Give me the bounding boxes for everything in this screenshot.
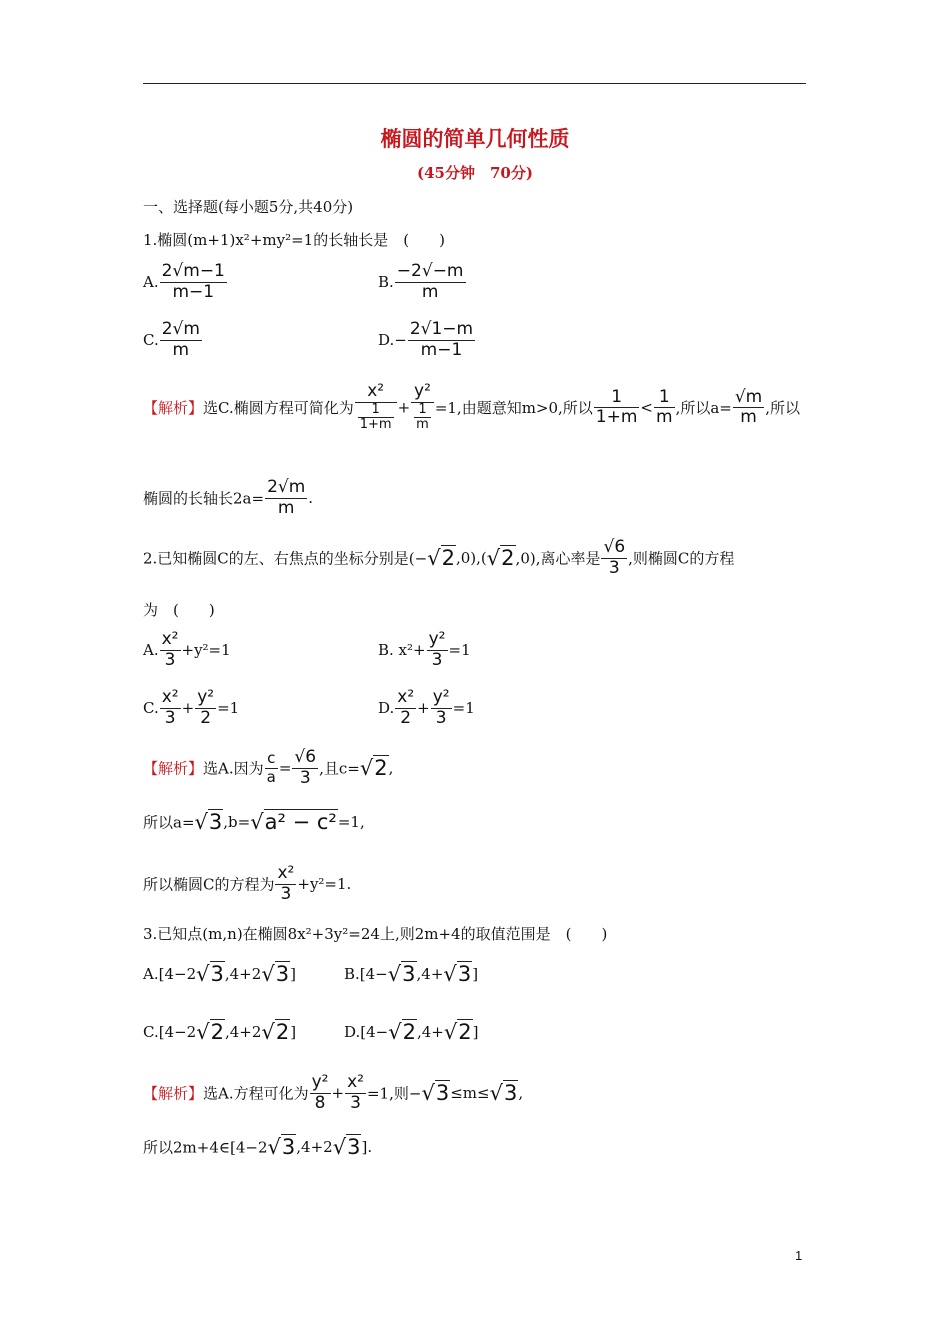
q2-solution-line2: 所以a=√3,b=√a² − c²=1, [143,810,365,834]
header-rule [143,83,806,84]
analysis-tag: 【解析】 [143,399,204,418]
q1-option-d[interactable]: D.− $\frac{2√1-m}{m-1}$ [378,319,474,360]
analysis-tag: 【解析】 [143,759,204,778]
q3-option-d[interactable]: D.[4−√2,4+√2] [344,1020,479,1044]
q3-option-b[interactable]: B.[4−√3,4+√3] [344,962,479,986]
page-title: 椭圆的简单几何性质 [380,126,570,151]
q1-sol-frac-6: $\frac{2√m}{m}$ [267,477,306,518]
q1-option-b[interactable]: B. $\frac{-2√-m}{m}$ [378,261,464,302]
q3-solution-line2: 所以2m+4∈[4−2√3,4+2√3]. [143,1135,373,1159]
section-heading: 一、选择题(每小题5分,共40分) [143,198,354,216]
q2-eccentricity-fraction: $\frac{√6}{3}$ [603,537,626,578]
q1-option-a[interactable]: A. $\frac{2√m-1}{m-1}$ [143,261,225,302]
q1-sol-frac-x: $\frac{\text{x²}}{\frac{1}{1+m}}$ [355,382,397,433]
analysis-tag: 【解析】 [143,1084,204,1103]
q1-stem: 1.椭圆(m+1)x²+my²=1的长轴长是 ( ) [143,231,445,249]
page-subtitle: (45分钟 70分) [417,164,533,182]
sqrt-2: √2 [427,546,455,571]
q2-option-b[interactable]: B. x²+ $\frac{\text{y²}}{3}$ =1 [378,629,471,670]
sqrt-3: √3 [194,810,223,834]
q2-solution-line3: 所以椭圆C的方程为 $\frac{\text{x²}}{3}$ +y²=1. [143,863,352,904]
q1-sol-frac-3: $\frac{1}{1+m}$ [595,386,638,428]
q2-option-c[interactable]: C. $\frac{\text{x²}}{3}$ + $\frac{\text{y²}}{2}$ =1 [143,687,240,728]
q3-solution-line1: 【解析】选A.方程可化为 $\frac{\text{y²}}{8}$ + $\frac{\text{x²}}{3}$ =1,则−√3≤m≤√3, [143,1072,524,1113]
q1-b-fraction: $\frac{-2√-m}{m}$ [396,261,464,302]
q1-solution-line1: 【解析】选C.椭圆方程可简化为 $\frac{\text{x²}}{\frac{1}{1+m}}$ + $\frac{\text{y²}}{\frac{1}{m}}$ =1,由题意知m>0,所以 $\frac{1}{1+m}$ < $\frac{1}{m}$ ,所以a= $\frac{√m}{m}$ ,所以 [143,381,801,433]
q1-a-fraction: $\frac{2√m-1}{m-1}$ [161,261,225,302]
q3-option-c[interactable]: C.[4−2√2,4+2√2] [143,1020,297,1044]
sqrt-2: √2 [486,546,515,571]
q3-stem: 3.已知点(m,n)在椭圆8x²+3y²=24上,则2m+4的取值范围是 ( ) [143,925,608,943]
q2-solution-line1: 【解析】选A.因为 $\frac{c}{a}$ = $\frac{√6}{3}$ ,且c=√2, [143,747,394,788]
sqrt-a2-c2: √a² − c² [250,810,337,834]
q1-sol-frac-5: $\frac{√m}{m}$ [734,386,763,428]
q1-d-fraction: $\frac{2√1-m}{m-1}$ [409,319,474,360]
q2-stem-line1: 2.已知椭圆C的左、右焦点的坐标分别是(−√2,0),(√2,0),离心率是 $\frac{√6}{3}$ ,则椭圆C的方程 [143,537,735,578]
q1-option-c[interactable]: C. $\frac{2√m}{m}$ [143,319,200,360]
q2-option-d[interactable]: D. $\frac{\text{x²}}{2}$ + $\frac{\text{y²}}{3}$ =1 [378,687,475,728]
q1-solution-line2: 椭圆的长轴长2a= $\frac{2√m}{m}$ . [143,477,314,518]
q1-sol-frac-y: $\frac{\text{y²}}{\frac{1}{m}}$ [411,382,434,433]
q2-stem-line2: 为 ( ) [143,601,215,619]
sqrt-2: √2 [359,756,388,781]
q1-c-fraction: $\frac{2√m}{m}$ [161,319,200,360]
q1-sol-frac-4: $\frac{1}{m}$ [656,386,673,428]
page-number: 1 [795,1248,803,1263]
q3-option-a[interactable]: A.[4−2√3,4+2√3] [143,962,296,986]
q2-option-a[interactable]: A. $\frac{\text{x²}}{3}$ +y²=1 [143,629,231,670]
